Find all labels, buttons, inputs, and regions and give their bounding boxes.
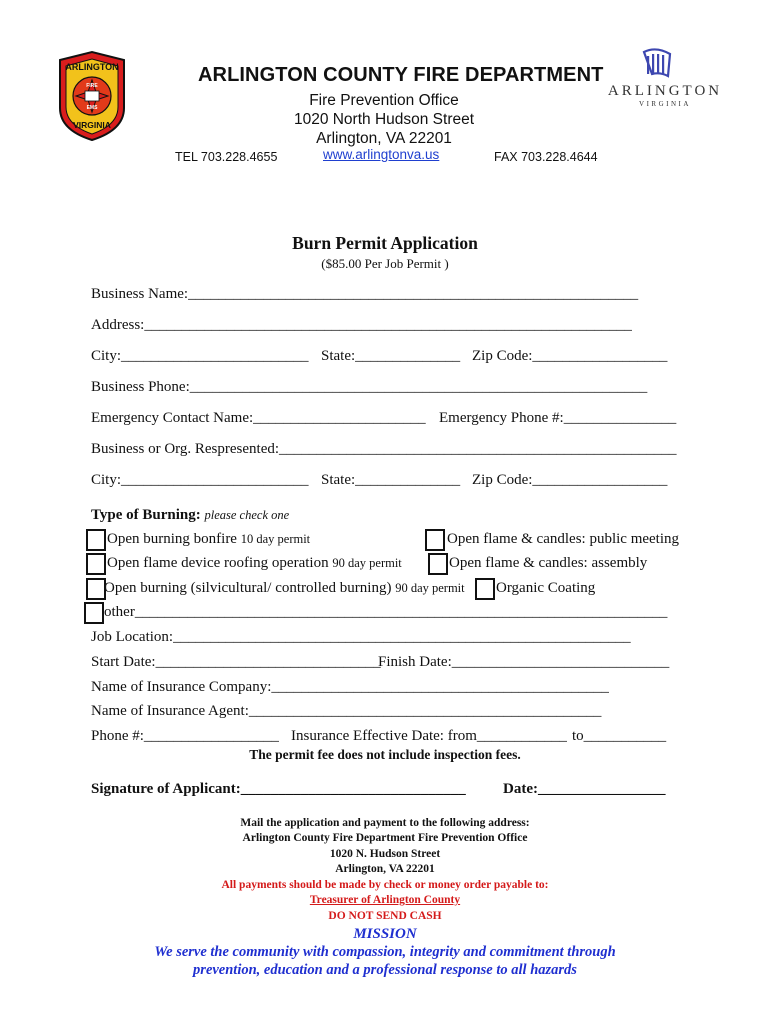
- office-street: 1020 North Hudson Street: [293, 111, 475, 128]
- office-city: Arlington, VA 22201: [316, 130, 452, 147]
- address-field[interactable]: Address:_________________________________________________________________: [91, 317, 632, 333]
- checkbox-other[interactable]: [84, 602, 104, 624]
- website-link[interactable]: www.arlingtonva.us: [323, 147, 440, 162]
- option-silvicultural-note: 90 day permit: [395, 581, 465, 595]
- option-organic-coating: Organic Coating: [496, 580, 596, 596]
- option-bonfire: [107, 531, 310, 548]
- option-other-field[interactable]: other_______________________________________________________________________: [104, 604, 668, 620]
- payment-instructions: All payments should be made by check or money order payable to:: [221, 879, 549, 891]
- business-phone-field[interactable]: Business Phone:_____________________________________________________________: [91, 379, 648, 395]
- option-roofing-note: 90 day permit: [332, 556, 402, 570]
- option-roofing: [107, 555, 402, 572]
- option-silvicultural-label: Open burning (silvicultural/ controlled burning): [104, 580, 392, 596]
- mail-office: Arlington County Fire Department Fire Prevention Office: [242, 832, 528, 844]
- mission-title: MISSION: [353, 926, 417, 942]
- badge-fire-text: FIRE: [86, 83, 98, 89]
- checkbox-roofing[interactable]: [86, 553, 106, 575]
- state2-field[interactable]: State:______________: [321, 472, 461, 488]
- job-location-field[interactable]: Job Location:_____________________________________________________________: [91, 629, 631, 645]
- type-of-burning-heading: [91, 507, 289, 524]
- mission-line-1: We serve the community with compassion, integrity and commitment through: [154, 944, 616, 960]
- insurance-agent-field[interactable]: Name of Insurance Agent:_______________________________________________: [91, 703, 602, 719]
- checkbox-organic-coating[interactable]: [475, 578, 495, 600]
- start-date-field[interactable]: Start Date:______________________________: [91, 654, 381, 670]
- date-field[interactable]: Date:_________________: [503, 781, 666, 797]
- mail-street: 1020 N. Hudson Street: [329, 848, 441, 860]
- option-public-meeting: Open flame & candles: public meeting: [447, 531, 680, 547]
- form-title: Burn Permit Application: [292, 233, 478, 253]
- city2-field[interactable]: City:_________________________: [91, 472, 309, 488]
- city-field[interactable]: City:_________________________: [91, 348, 309, 364]
- insurance-to-field[interactable]: to___________: [572, 728, 667, 744]
- insurance-company-field[interactable]: Name of Insurance Company:_____________________________________________: [91, 679, 609, 695]
- logo-word: ARLINGTON: [607, 83, 723, 99]
- fee-note: The permit fee does not include inspection fees.: [249, 747, 521, 762]
- option-assembly: Open flame & candles: assembly: [449, 555, 648, 571]
- checkbox-silvicultural[interactable]: [86, 578, 106, 600]
- option-silvicultural: [104, 580, 465, 597]
- badge-top-text: ARLINGTON: [65, 62, 119, 72]
- arlington-virginia-logo-icon: [600, 44, 730, 114]
- office-name: Fire Prevention Office: [309, 92, 459, 109]
- business-name-field[interactable]: Business Name:____________________________________________________________: [91, 286, 639, 302]
- option-bonfire-label: Open burning bonfire: [107, 531, 237, 547]
- option-roofing-label: Open flame device roofing operation: [107, 555, 329, 571]
- department-title: ARLINGTON COUNTY FIRE DEPARTMENT: [198, 64, 604, 86]
- type-label: Type of Burning:: [91, 507, 201, 523]
- option-bonfire-note: 10 day permit: [240, 532, 311, 546]
- phone-field[interactable]: Phone #:__________________: [91, 728, 279, 744]
- emergency-phone-field[interactable]: Emergency Phone #:_______________: [439, 410, 677, 426]
- insurance-effective-field[interactable]: Insurance Effective Date: from____________: [291, 728, 567, 744]
- no-cash-warning: DO NOT SEND CASH: [328, 910, 442, 922]
- type-hint: please check one: [204, 508, 290, 522]
- form-fee: ($85.00 Per Job Permit ): [321, 256, 449, 271]
- org-represented-field[interactable]: Business or Org. Respresented:_____________________________________________________: [91, 441, 677, 457]
- payee: Treasurer of Arlington County: [309, 894, 461, 906]
- badge-ems-text: EMS: [86, 105, 98, 111]
- badge-bottom-text: VIRGINIA: [73, 120, 111, 130]
- mission-line-2: prevention, education and a professional response to all hazards: [193, 962, 577, 978]
- zip2-field[interactable]: Zip Code:__________________: [472, 472, 668, 488]
- fax-number: FAX 703.228.4644: [494, 150, 598, 164]
- checkbox-public-meeting[interactable]: [425, 529, 445, 551]
- fire-department-badge-icon: [52, 50, 132, 142]
- mail-city: Arlington, VA 22201: [335, 863, 435, 875]
- zip-field[interactable]: Zip Code:__________________: [472, 348, 668, 364]
- checkbox-bonfire[interactable]: [86, 529, 106, 551]
- checkbox-assembly[interactable]: [428, 553, 448, 575]
- state-field[interactable]: State:______________: [321, 348, 461, 364]
- finish-date-field[interactable]: Finish Date:_____________________________: [378, 654, 670, 670]
- signature-field[interactable]: Signature of Applicant:______________________________: [91, 781, 466, 797]
- mail-instructions: Mail the application and payment to the following address:: [240, 817, 530, 829]
- telephone: TEL 703.228.4655: [175, 150, 278, 164]
- logo-sub: VIRGINIA: [639, 100, 691, 108]
- emergency-contact-field[interactable]: Emergency Contact Name:_______________________: [91, 410, 426, 426]
